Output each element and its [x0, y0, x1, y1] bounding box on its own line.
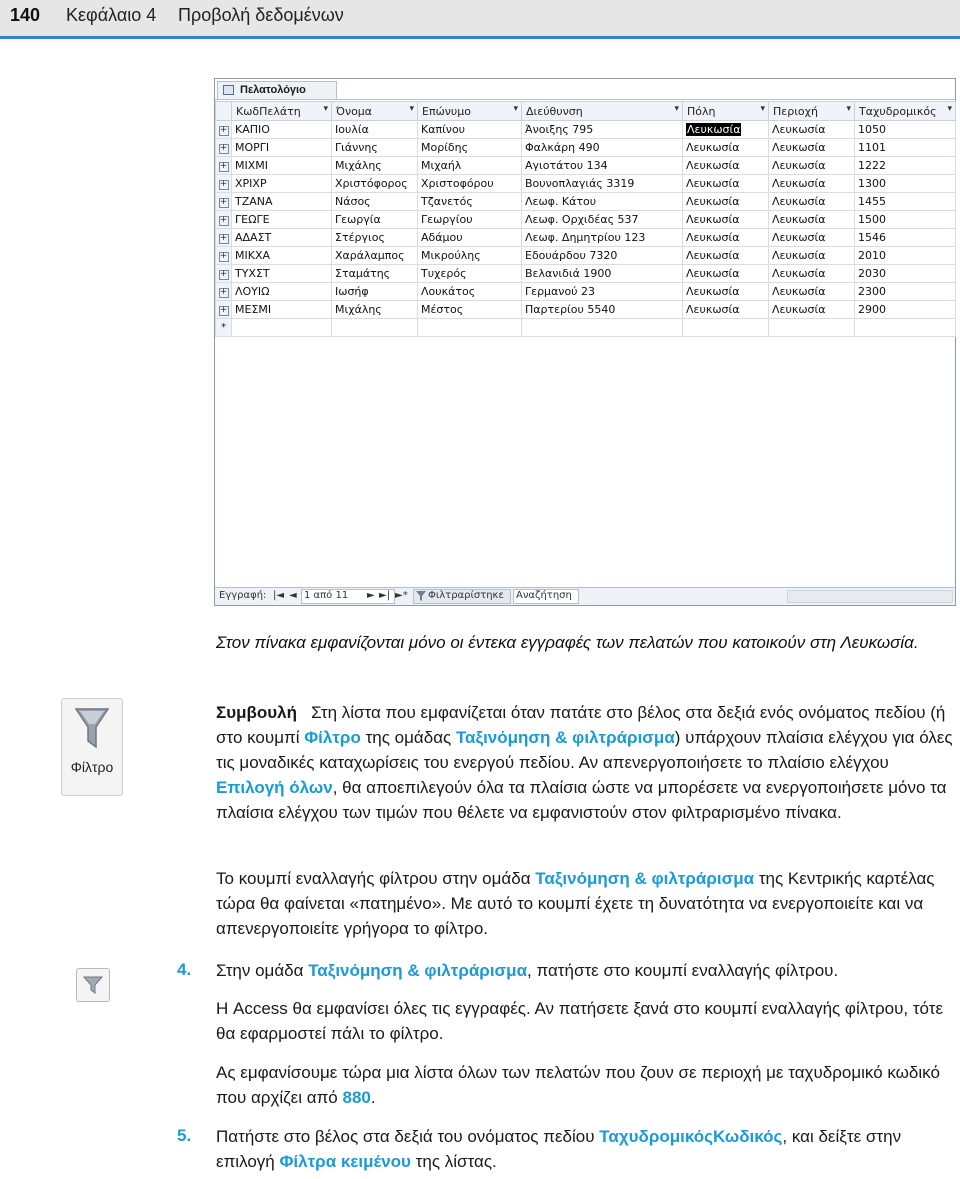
table-cell[interactable]: ΜΙΧΜΙ: [232, 157, 332, 175]
table-cell[interactable]: 2300: [855, 283, 956, 301]
next-record-button[interactable]: ►: [367, 590, 375, 601]
table-cell[interactable]: ΜΟΡΓΙ: [232, 139, 332, 157]
table-cell[interactable]: Λευκωσία: [683, 247, 769, 265]
column-header[interactable]: Διεύθυνση ▾: [522, 102, 683, 121]
table-cell[interactable]: ΤΥΧΣΤ: [232, 265, 332, 283]
search-input[interactable]: Αναζήτηση: [513, 589, 579, 604]
table-cell[interactable]: Αγιοτάτου 134: [522, 157, 683, 175]
table-cell[interactable]: Λευκωσία: [769, 211, 855, 229]
chevron-down-icon[interactable]: ▾: [513, 104, 518, 114]
column-header[interactable]: Ταχυδρομικός ▾: [855, 102, 956, 121]
table-cell[interactable]: Λευκωσία: [683, 283, 769, 301]
table-cell[interactable]: Εδουάρδου 7320: [522, 247, 683, 265]
table-cell[interactable]: Λευκωσία: [683, 175, 769, 193]
datasheet-window: [214, 78, 956, 606]
table-row[interactable]: [216, 193, 956, 211]
table-row[interactable]: [216, 121, 956, 139]
table-icon: [223, 85, 234, 95]
table-cell[interactable]: Χριστοφόρου: [418, 175, 522, 193]
chevron-down-icon[interactable]: ▾: [846, 104, 851, 114]
table-cell[interactable]: Λευκωσία: [683, 211, 769, 229]
table-row[interactable]: [216, 283, 956, 301]
filter-icon: [74, 707, 110, 751]
table-cell[interactable]: ΧΡΙΧΡ: [232, 175, 332, 193]
record-navigator: [215, 587, 955, 605]
filter-icon: [83, 975, 103, 995]
expand-icon[interactable]: +: [216, 211, 232, 229]
table-cell[interactable]: Λευκωσία: [683, 229, 769, 247]
table-cell[interactable]: Λευκωσία: [769, 175, 855, 193]
expand-icon[interactable]: +: [216, 265, 232, 283]
expand-icon[interactable]: +: [216, 157, 232, 175]
table-row[interactable]: [216, 139, 956, 157]
column-header[interactable]: Επώνυμο ▾: [418, 102, 522, 121]
table-row[interactable]: [216, 175, 956, 193]
table-row[interactable]: [216, 247, 956, 265]
table-cell[interactable]: Λεωφ. Ορχιδέας 537: [522, 211, 683, 229]
record-position-input[interactable]: 1 από 11: [301, 589, 395, 604]
table-cell[interactable]: Λεωφ. Δημητρίου 123: [522, 229, 683, 247]
column-header[interactable]: Περιοχή ▾: [769, 102, 855, 121]
table-cell[interactable]: Λευκωσία: [769, 157, 855, 175]
table-cell[interactable]: Τζανετός: [418, 193, 522, 211]
table-cell[interactable]: Μικρούλης: [418, 247, 522, 265]
table-cell[interactable]: Μέστος: [418, 301, 522, 319]
table-cell[interactable]: ΑΔΑΣΤ: [232, 229, 332, 247]
chevron-down-icon[interactable]: ▾: [674, 104, 679, 114]
step-5-text: Πατήστε στο βέλος στα δεξιά του ονόματος πεδίου ΤαχυδρομικόςΚωδικός, και δείξτε στην επιλογή Φίλτρα κειμένου της λίστας.: [216, 1127, 902, 1171]
table-cell[interactable]: 2900: [855, 301, 956, 319]
table-cell[interactable]: Άνοιξης 795: [522, 121, 683, 139]
table-cell[interactable]: Λευκωσία: [683, 193, 769, 211]
tab-title: Πελατολόγιο: [240, 84, 306, 96]
table-cell[interactable]: 1050: [855, 121, 956, 139]
table-cell[interactable]: Λευκωσία: [683, 139, 769, 157]
table-cell[interactable]: ΚΑΠΙΟ: [232, 121, 332, 139]
table-cell[interactable]: ΛΟΥΙΩ: [232, 283, 332, 301]
table-cell[interactable]: Λευκωσία: [769, 301, 855, 319]
step-4-text: Στην ομάδα Ταξινόμηση & φιλτράρισμα, πατήστε στο κουμπί εναλλαγής φίλτρου.: [216, 961, 839, 980]
tip-lead: Συμβουλή: [216, 703, 297, 722]
table-cell[interactable]: 1546: [855, 229, 956, 247]
zip-paragraph: Ας εμφανίσουμε τώρα μια λίστα όλων των πελατών που ζουν σε περιοχή με ταχυδρομικό κωδικό που αρχίζει από 880.: [216, 1063, 940, 1107]
datasheet-grid: [215, 101, 956, 337]
expand-icon[interactable]: +: [216, 247, 232, 265]
step-5-number: 5.: [177, 1126, 192, 1145]
table-cell[interactable]: Νάσος: [332, 193, 418, 211]
table-cell[interactable]: Καπίνου: [418, 121, 522, 139]
expand-icon[interactable]: +: [216, 193, 232, 211]
last-record-button[interactable]: ►|: [379, 590, 391, 601]
table-cell[interactable]: Ιουλία: [332, 121, 418, 139]
table-cell[interactable]: Λευκωσία: [769, 139, 855, 157]
expand-icon[interactable]: +: [216, 121, 232, 139]
table-cell[interactable]: Λευκωσία: [683, 265, 769, 283]
table-cell[interactable]: Λευκωσία: [769, 247, 855, 265]
filter-toggle-button[interactable]: Φιλτραρίστηκε: [413, 589, 511, 604]
table-cell[interactable]: Μιχαήλ: [418, 157, 522, 175]
table-row[interactable]: [216, 211, 956, 229]
horizontal-scrollbar[interactable]: [787, 590, 953, 603]
table-cell[interactable]: Λευκωσία: [769, 193, 855, 211]
table-cell[interactable]: Λεωφ. Κάτου: [522, 193, 683, 211]
expand-icon[interactable]: +: [216, 229, 232, 247]
table-cell[interactable]: Χαράλαμπος: [332, 247, 418, 265]
chapter-label: Κεφάλαιο 4: [66, 5, 157, 25]
select-all-corner[interactable]: [216, 102, 232, 121]
table-cell[interactable]: Γερμανού 23: [522, 283, 683, 301]
table-cell[interactable]: ΜΙΚΧΑ: [232, 247, 332, 265]
prev-record-button[interactable]: ◄: [289, 590, 297, 601]
table-cell[interactable]: ΤΖΑΝΑ: [232, 193, 332, 211]
table-cell[interactable]: [769, 319, 855, 337]
chevron-down-icon[interactable]: ▾: [947, 104, 952, 114]
table-cell[interactable]: Αδάμου: [418, 229, 522, 247]
filter-icon: [416, 591, 426, 601]
chevron-down-icon[interactable]: ▾: [323, 104, 328, 114]
table-cell[interactable]: Λευκωσία: [769, 121, 855, 139]
table-cell[interactable]: [683, 319, 769, 337]
table-cell[interactable]: Βελανιδιά 1900: [522, 265, 683, 283]
table-cell[interactable]: 2010: [855, 247, 956, 265]
table-cell[interactable]: Λευκωσία: [769, 229, 855, 247]
new-row-marker: *: [216, 319, 232, 337]
expand-icon[interactable]: +: [216, 283, 232, 301]
figure-caption: Στον πίνακα εμφανίζονται μόνο οι έντεκα εγγραφές των πελατών που κατοικούν στη Λευκωσία.: [216, 633, 919, 652]
table-cell[interactable]: 1222: [855, 157, 956, 175]
column-header[interactable]: ΚωδΠελάτη ▾: [232, 102, 332, 121]
table-cell[interactable]: [332, 319, 418, 337]
table-cell[interactable]: [232, 319, 332, 337]
step-4-number: 4.: [177, 960, 192, 979]
access-paragraph: Η Access θα εμφανίσει όλες τις εγγραφές. Αν πατήσετε ξανά στο κουμπί εναλλαγής φίλτρου, τότε θα εφαρμοστεί πάλι το φίλτρο.: [216, 999, 944, 1043]
table-cell[interactable]: Λευκωσία: [769, 265, 855, 283]
table-cell[interactable]: 2030: [855, 265, 956, 283]
tab-pelatologio[interactable]: [217, 81, 337, 99]
column-header[interactable]: Πόλη ▾: [683, 102, 769, 121]
filter-button-label: Φίλτρο: [70, 759, 114, 775]
table-cell[interactable]: Μιχάλης: [332, 157, 418, 175]
chevron-down-icon[interactable]: ▾: [760, 104, 765, 114]
table-cell[interactable]: Μιχάλης: [332, 301, 418, 319]
new-record-button[interactable]: ►*: [395, 590, 408, 601]
expand-icon[interactable]: +: [216, 139, 232, 157]
table-cell[interactable]: Τυχερός: [418, 265, 522, 283]
table-cell[interactable]: ΜΕΣΜΙ: [232, 301, 332, 319]
table-cell[interactable]: 1500: [855, 211, 956, 229]
table-cell[interactable]: 1455: [855, 193, 956, 211]
table-cell[interactable]: 1101: [855, 139, 956, 157]
table-cell[interactable]: Γεωργία: [332, 211, 418, 229]
filter-toggle-image: [76, 968, 110, 1002]
column-header[interactable]: Όνομα ▾: [332, 102, 418, 121]
table-cell[interactable]: Χριστόφορος: [332, 175, 418, 193]
table-cell[interactable]: Μορίδης: [418, 139, 522, 157]
table-row[interactable]: [216, 265, 956, 283]
filter-button-image: [61, 698, 123, 796]
table-cell[interactable]: 1300: [855, 175, 956, 193]
table-row[interactable]: [216, 157, 956, 175]
record-label: Εγγραφή:: [219, 590, 267, 601]
table-cell[interactable]: Ιωσήφ: [332, 283, 418, 301]
table-row[interactable]: [216, 229, 956, 247]
table-cell[interactable]: Στέργιος: [332, 229, 418, 247]
table-row[interactable]: [216, 301, 956, 319]
table-cell[interactable]: Λευκωσία: [683, 157, 769, 175]
table-cell[interactable]: ΓΕΩΓΕ: [232, 211, 332, 229]
table-cell[interactable]: Παρτερίου 5540: [522, 301, 683, 319]
table-cell[interactable]: [418, 319, 522, 337]
table-cell[interactable]: Λευκωσία: [769, 283, 855, 301]
table-cell[interactable]: [522, 319, 683, 337]
expand-icon[interactable]: +: [216, 301, 232, 319]
chevron-down-icon[interactable]: ▾: [409, 104, 414, 114]
tip-paragraph: Συμβουλή Στη λίστα που εμφανίζεται όταν πατάτε στο βέλος στα δεξιά ενός ονόματος πεδίου (ή στο κουμπί Φίλτρο της ομάδας Ταξινόμηση & φιλτράρισμα) υπάρχουν πλαίσια ελέγχου για όλες τις μοναδικές καταχωρίσεις του ενεργού πεδίου. Αν απενεργοποιήσετε το πλαίσιο ελέγχου Επιλογή όλων, θα αποεπιλεγούν όλα τα πλαίσια ώστε να μπορέσετε να ενεργοποιήσετε μόνο τα πλαίσια ελέγχου των τιμών που θέλετε να εμφανιστούν στον φιλτραρισμένο πίνακα.: [216, 703, 953, 822]
table-cell[interactable]: Σταμάτης: [332, 265, 418, 283]
table-cell[interactable]: [855, 319, 956, 337]
new-record-row[interactable]: [216, 319, 956, 337]
first-record-button[interactable]: |◄: [273, 590, 285, 601]
table-cell[interactable]: Φαλκάρη 490: [522, 139, 683, 157]
table-cell[interactable]: Λουκάτος: [418, 283, 522, 301]
page-header: [0, 0, 960, 39]
toggle-paragraph: Το κουμπί εναλλαγής φίλτρου στην ομάδα Ταξινόμηση & φιλτράρισμα της Κεντρικής καρτέλας τώρα θα φαίνεται «πατημένο». Με αυτό το κουμπί έχετε τη δυνατότητα να ενεργοποιείτε και να απενεργοποιείτε γρήγορα το φίλτρο.: [216, 869, 935, 938]
table-cell[interactable]: Λευκωσία: [683, 301, 769, 319]
chapter-title: Προβολή δεδομένων: [178, 5, 344, 25]
table-cell[interactable]: Γιάννης: [332, 139, 418, 157]
table-cell[interactable]: Βουνοπλαγιάς 3319: [522, 175, 683, 193]
expand-icon[interactable]: +: [216, 175, 232, 193]
table-cell[interactable]: Γεωργίου: [418, 211, 522, 229]
table-cell[interactable]: Λευκωσία: [683, 121, 769, 139]
page-number: 140: [10, 5, 41, 25]
